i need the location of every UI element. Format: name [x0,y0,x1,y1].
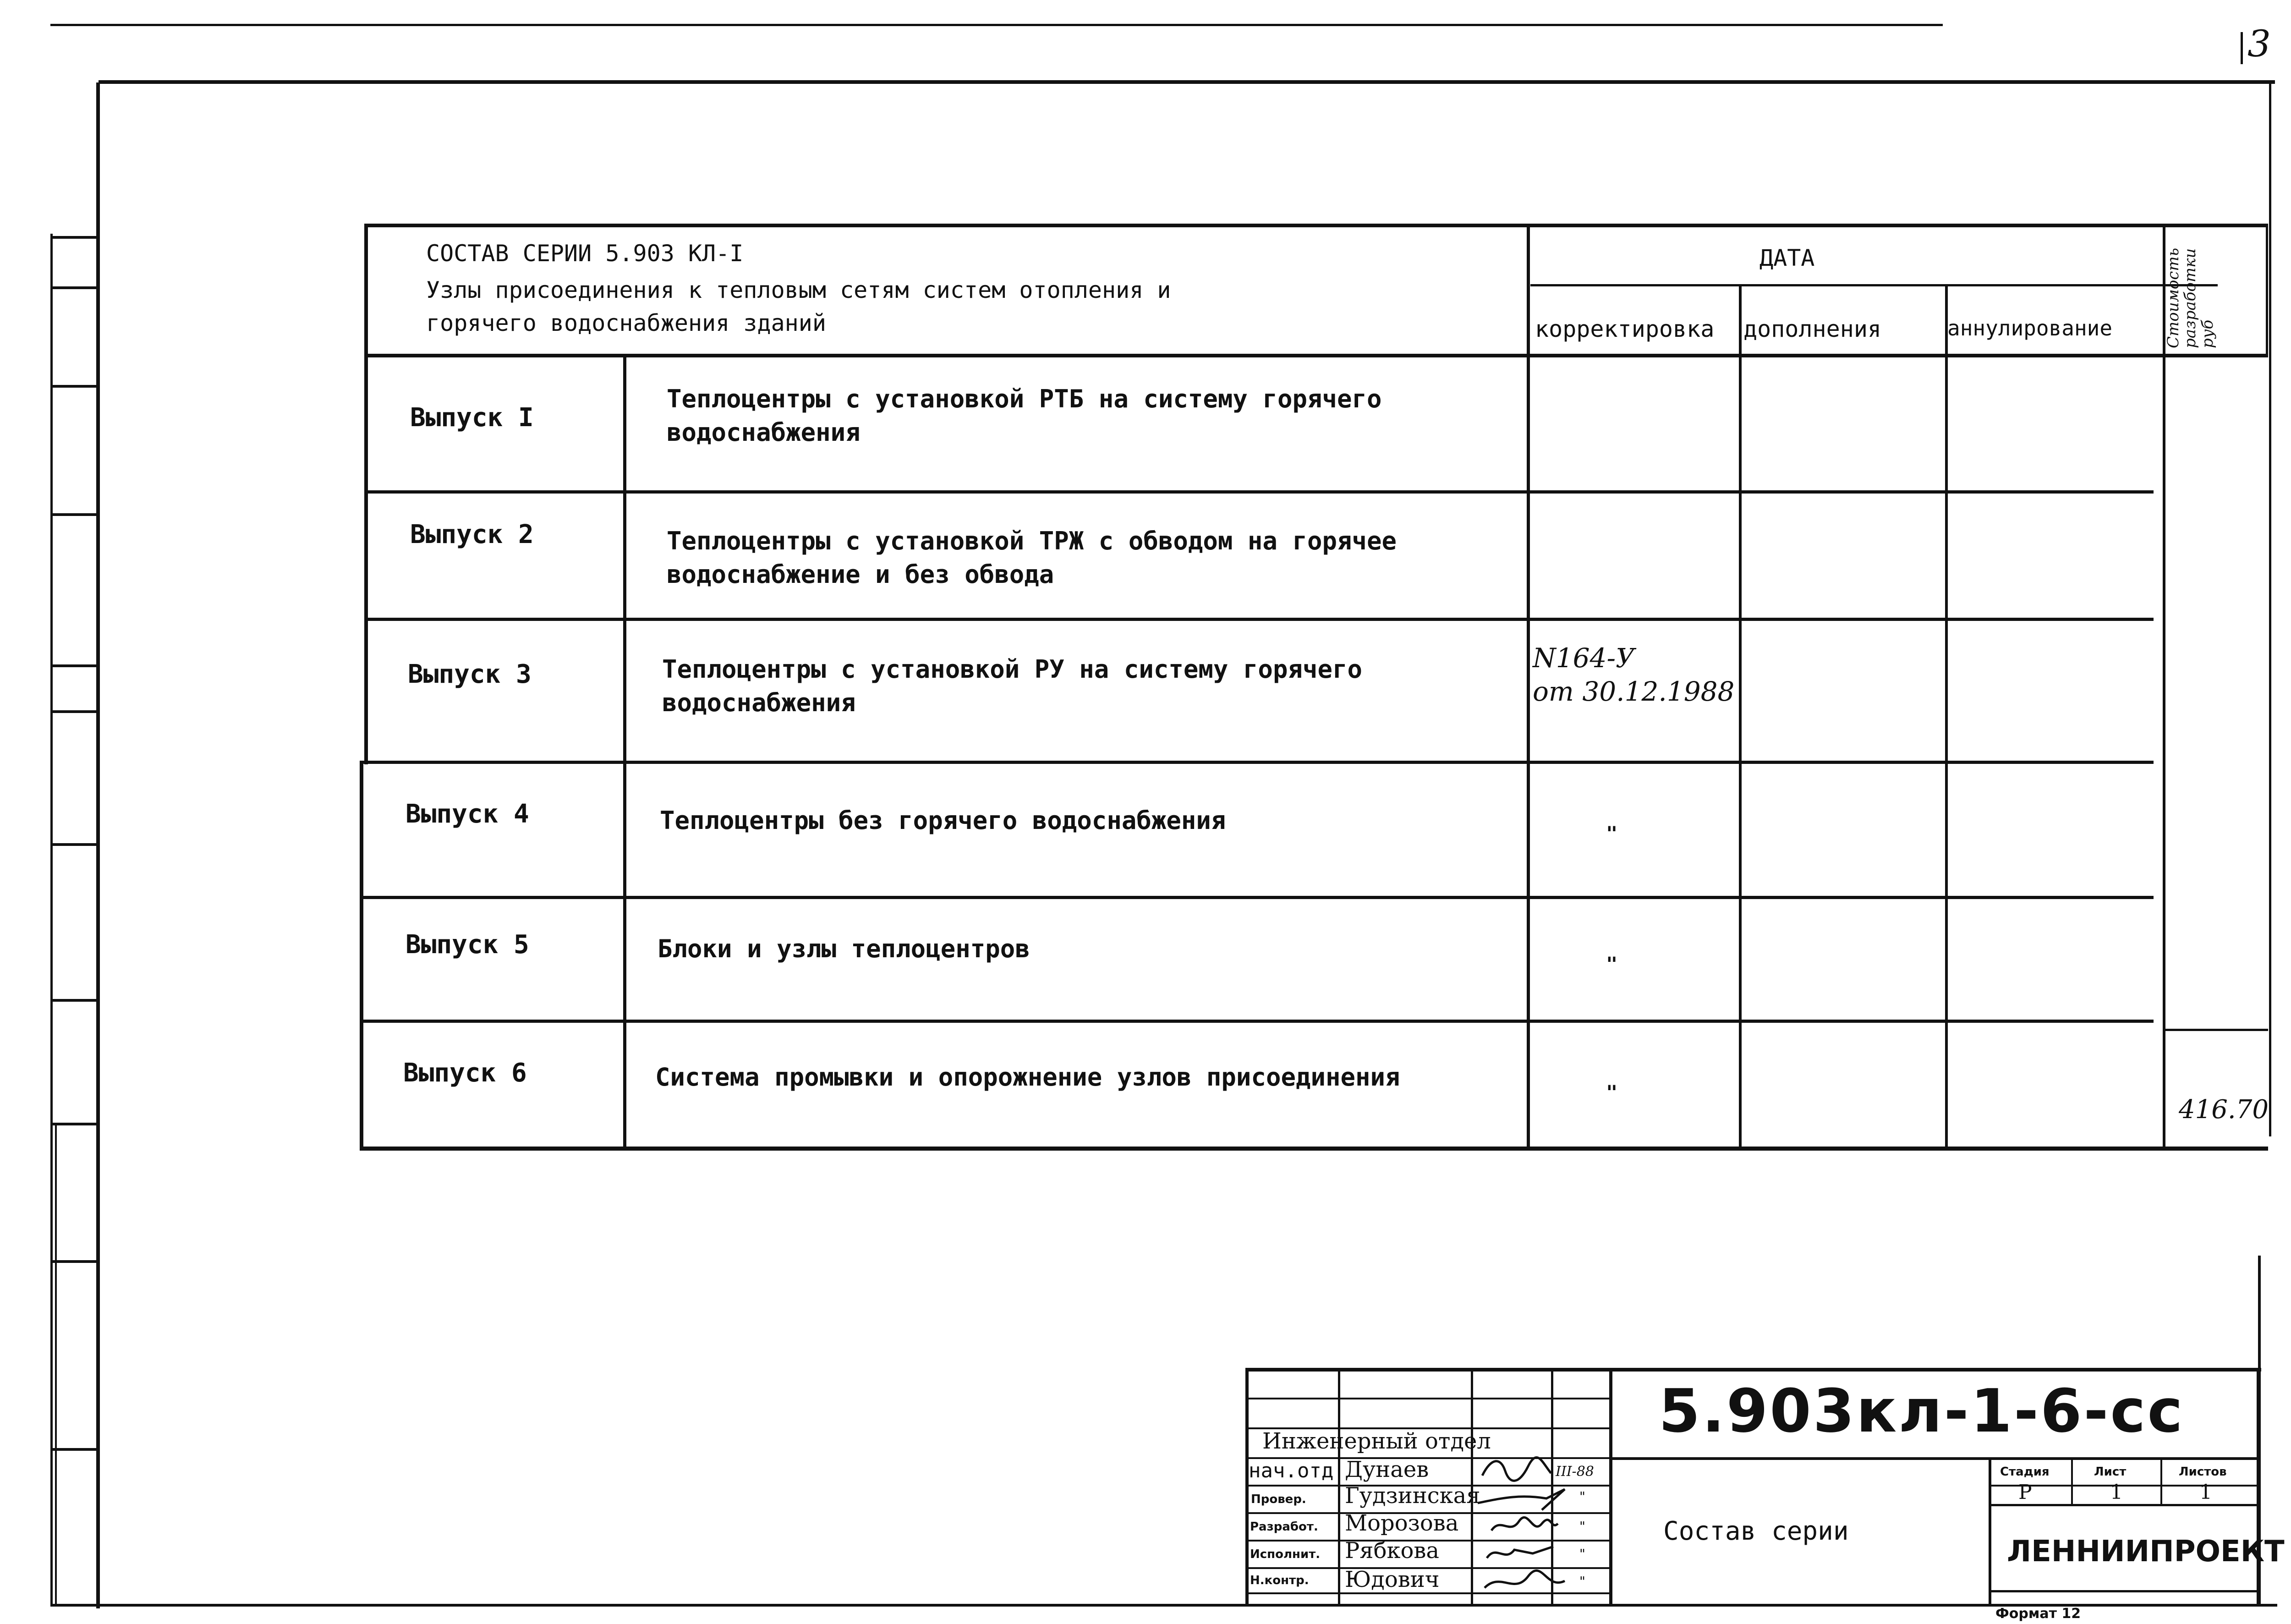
margin-tick-9 [50,1123,99,1125]
table-top-line [367,224,2268,227]
margin-tick-7 [50,843,99,846]
correction-ditto-5: " [1606,953,1618,975]
row-line-4 [360,896,2154,899]
tb-left-line [1245,1368,1249,1606]
correction-ditto-4: " [1606,822,1618,845]
stage-value: Р [2018,1481,2032,1504]
top-edge-line [50,24,1943,26]
table-left-line [364,224,368,764]
date-divider-line [1530,284,2218,286]
series-description-line1: Узлы присоединения к тепловым сетям систем отопления и [426,277,1171,303]
sheets-label: Листов [2179,1465,2227,1479]
label-col-line [623,355,626,1150]
margin-tick-11 [50,1448,99,1451]
role-2: Провер. [1251,1492,1306,1506]
row-desc-2: Теплоцентры с установкой ТРЖ с обводом на горячее водоснабжение и без обвода [667,527,1397,589]
margin-tick-5 [50,664,99,667]
row-line-5 [360,1020,2154,1023]
series-description-line2: горячего водоснабжения зданий [426,310,826,336]
role-1: нач.отд [1249,1459,1334,1482]
row-desc-6: Система промывки и опорожнение узлов присоединения [655,1063,1400,1092]
frame-right-line [2269,82,2271,1136]
tb-stage-col-2 [2160,1457,2162,1505]
document-code: 5.903кл-1-6-сс [1659,1376,2185,1446]
row-label-4: Выпуск 4 [406,799,529,829]
additions-col-header: дополнения [1743,316,1882,342]
margin-tick-3 [50,385,99,388]
dept-label: Инженерный отдел [1262,1428,1491,1454]
row-desc-4: Теплоцентры без горячего водоснабжения [660,806,1226,835]
tb-org-bottom-line [1989,1590,2259,1592]
row-label-1: Выпуск I [410,403,534,433]
table-right-line [2266,224,2268,357]
document-title: Состав серии [1663,1516,1849,1546]
tb-right-line [2257,1368,2260,1606]
role-5: Н.контр. [1250,1574,1309,1587]
margin-line [50,234,53,1604]
correction-ditto-6: " [1606,1081,1618,1103]
date-2: " [1578,1489,1586,1504]
sheet-number: 3 [2247,22,2271,65]
frame-bottom-line [50,1604,2277,1607]
name-3: Морозова [1345,1510,1459,1536]
date-header: ДАТА [1759,245,1815,271]
tb-stage-col-1 [2071,1457,2073,1505]
name-1: Дунаев [1345,1457,1429,1482]
row-label-2: Выпуск 2 [410,520,534,549]
margin-tick-2 [50,286,99,289]
row-label-5: Выпуск 5 [406,930,529,960]
tb-col-role [1338,1368,1340,1606]
row-label-3: Выпуск 3 [408,659,532,689]
role-3: Разработ. [1250,1520,1318,1534]
correction-col-header: корректировка [1535,316,1715,342]
series-title: СОСТАВ СЕРИИ 5.903 КЛ-I [426,240,744,267]
stage-label: Стадия [2000,1465,2050,1479]
format-label: Формат 12 [1995,1606,2081,1622]
correction-note-3: N164-У от 30.12.1988 [1533,642,1735,707]
frame-top-line [99,80,2275,84]
header-bottom-line [367,354,2268,357]
margin-tick-10 [50,1260,99,1263]
annulment-col-line [1945,284,1948,1150]
table-left-line-lower [360,761,363,1150]
row-line-3 [360,761,2154,764]
date-1: III-88 [1556,1464,1594,1480]
tb-grid-line-1 [1246,1398,1611,1399]
row-desc-3: Теплоцентры с установкой РУ на систему горячего водоснабжения [662,655,1363,717]
cost-row-line [2163,1029,2268,1031]
table-bottom-line [360,1147,2268,1151]
row-label-6: Выпуск 6 [403,1058,527,1088]
row-desc-1: Теплоцентры с установкой РТБ на систему горячего водоснабжения [667,384,1382,447]
tb-stage-left-line [1989,1457,1991,1606]
row-line-1 [367,490,2154,494]
margin-tick-8 [50,999,99,1002]
annulment-col-header: аннулирование [1947,316,2113,340]
name-5: Юдович [1345,1567,1440,1592]
cost-col-line [2163,224,2165,1150]
date-col-line [1527,224,1530,1150]
additions-col-line [1739,284,1742,1150]
margin-tick-4 [50,513,99,516]
role-4: Исполнит. [1250,1547,1321,1561]
sheet-value: 1 [2110,1481,2123,1504]
row-desc-5: Блоки и узлы теплоцентров [658,934,1030,963]
cost-value-6: 416.70 [2179,1095,2269,1125]
date-5: " [1578,1574,1586,1589]
sheets-value: 1 [2199,1481,2212,1504]
margin-line-2 [55,1123,57,1604]
sheet-label: Лист [2094,1465,2127,1479]
name-2: Гудзинская [1345,1483,1480,1509]
cost-col-header: Стоимость разработки руб [2164,247,2217,348]
date-4: " [1578,1546,1586,1561]
tb-top-line [1246,1368,2261,1372]
signatures-drawing [1473,1430,1611,1604]
date-3: " [1578,1519,1586,1534]
margin-tick-6 [50,710,99,713]
tb-stage-values-line [1989,1504,2259,1506]
margin-tick-1 [50,236,99,239]
row-line-2 [367,618,2154,621]
name-4: Рябкова [1345,1538,1440,1564]
sheet-number-bar [2241,32,2243,64]
organization-name: ЛЕННИИПРОЕКТ [2007,1535,2285,1569]
